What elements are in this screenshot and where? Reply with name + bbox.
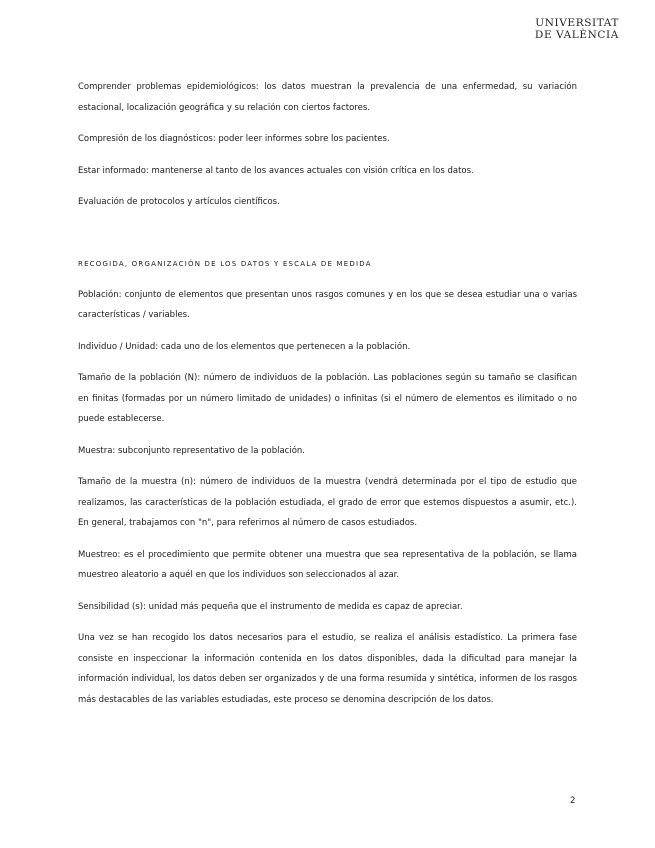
intro-paragraph-3: Estar informado: mantenerse al tanto de los avances actuales con visión crítica en los datos. <box>78 165 474 176</box>
definition-sensibilidad: Sensibilidad (s): unidad más pequeña que el instrumento de medida es capaz de apreciar. <box>78 601 463 612</box>
intro-paragraph-4: Evaluación de protocolos y artículos científicos. <box>78 197 280 207</box>
university-logo <box>535 17 619 41</box>
definition-muestreo: Muestreo: es el procedimiento que permite obtener una muestra que sea representativa de la población, se llama muestreo aleatorio a aquél en que los individuos son seleccionados al azar. <box>78 549 577 580</box>
page-number: 2 <box>570 796 576 806</box>
section-heading: RECOGIDA, ORGANIZACIÓN DE LOS DATOS Y ESCALA DE MEDIDA <box>78 259 372 268</box>
definition-tamano-poblacion: Tamaño de la población (N): número de individuos de la población. Las poblaciones según su tamaño se clasifican en finitas (formadas por un número limitado de unidades) o infinitas (si el número de elementos es ilimitado o no puede establecerse. <box>78 373 577 424</box>
definition-individuo: Individuo / Unidad: cada uno de los elementos que pertenecen a la población. <box>78 341 411 352</box>
definition-tamano-muestra: Tamaño de la muestra (n): número de individuos de la muestra (vendrá determinada por el tipo de estudio que realizamos, las características de la población estudiada, el grado de error que estemos dispuestos a asumir, etc.). En general, trabajamos con "n", para referirnos al número de casos estudiados. <box>78 477 577 528</box>
intro-paragraph-1: Comprender problemas epidemiológicos: los datos muestran la prevalencia de una enfermedad, su variación estacional, localización geográfica y su relación con ciertos factores. <box>78 82 577 113</box>
analysis-paragraph: Una vez se han recogido los datos necesarios para el estudio, se realiza el análisis estadístico. La primera fase consiste en inspeccionar la información contenida en los datos disponibles, dada la dificultad para manejar la información individual, los datos deben ser organizados y de una forma resumida y sintética, informen de los rasgos más destacables de las variables estudiadas, este proceso se denomina descripción de los datos. <box>78 633 577 705</box>
definition-poblacion: Población: conjunto de elementos que presentan unos rasgos comunes y en los que se desea estudiar una o varias características / variables. <box>78 289 577 320</box>
definition-muestra: Muestra: subconjunto representativo de la población. <box>78 445 305 456</box>
logo-line-2: DE VALÈNCIA <box>534 29 619 41</box>
intro-paragraph-2: Compresión de los diagnósticos: poder leer informes sobre los pacientes. <box>78 134 390 144</box>
logo-line-1: UNIVERSITAT <box>535 17 619 29</box>
page-content <box>78 77 577 721</box>
